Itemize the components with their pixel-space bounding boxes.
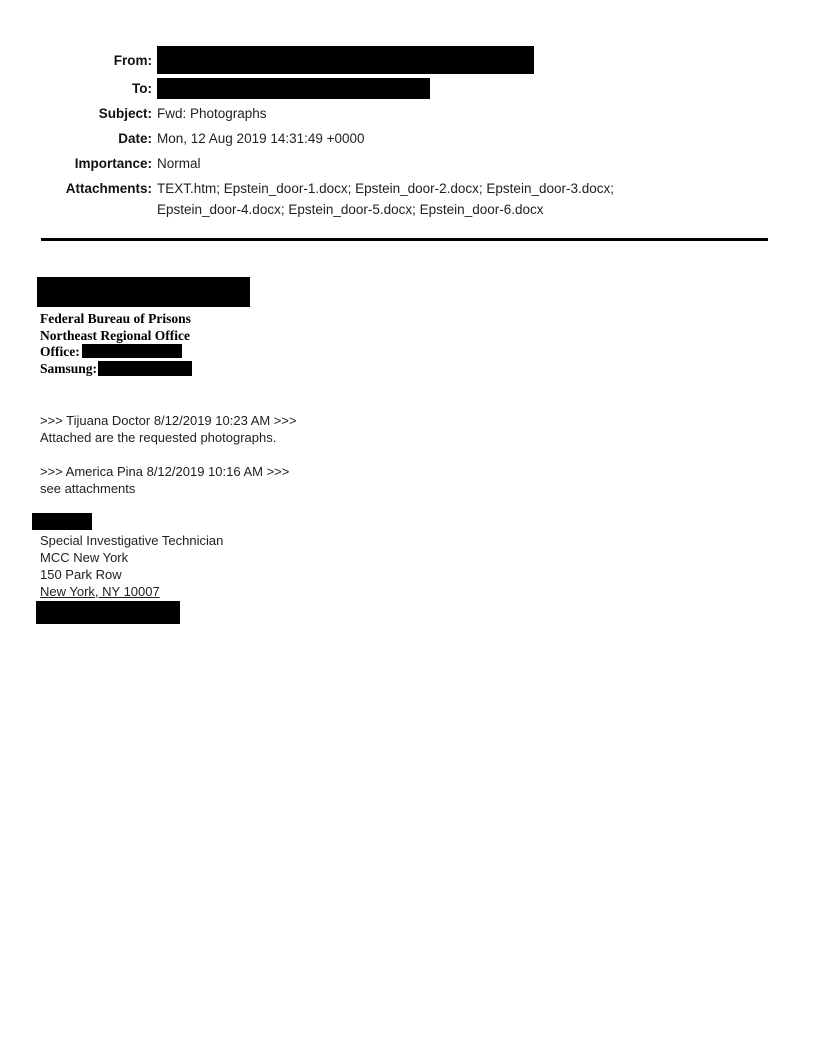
org-line-2: Northeast Regional Office — [40, 327, 190, 343]
org-line-1: Federal Bureau of Prisons — [40, 311, 191, 326]
header-row-date — [40, 128, 768, 149]
message-1-header: >>> Tijuana Doctor 8/12/2019 10:23 AM >>> — [40, 413, 297, 428]
message-2-header: >>> America Pina 8/12/2019 10:16 AM >>> — [40, 464, 290, 479]
redaction-bar-samsung — [98, 361, 192, 376]
message-2-text: see attachments — [40, 481, 136, 496]
redaction-bar-name — [32, 513, 92, 530]
signature-person-block — [40, 513, 768, 624]
email-body — [40, 277, 768, 624]
date-label: Date: — [118, 131, 152, 146]
redaction-bar-from — [157, 46, 534, 74]
header-divider-rule — [41, 238, 768, 241]
person-title: Special Investigative Technician — [40, 533, 224, 548]
subject-value: Fwd: Photographs — [157, 106, 267, 121]
attachments-label: Attachments: — [65, 181, 152, 196]
signature-org-block — [40, 311, 768, 377]
redaction-bar-office — [82, 344, 182, 358]
attachments-value: TEXT.htm; Epstein_door-1.docx; Epstein_door-2.docx; Epstein_door-3.docx; Epstein_door-4.docx; Epstein_door-5.docx; Epstein_door-6.docx — [157, 181, 614, 217]
office-label: Office: — [40, 344, 80, 359]
importance-value: Normal — [157, 156, 201, 171]
message-1-text: Attached are the requested photographs. — [40, 430, 277, 445]
email-header — [40, 46, 768, 224]
header-row-importance — [40, 153, 768, 174]
samsung-label: Samsung: — [40, 360, 98, 376]
importance-label: Importance: — [74, 156, 152, 171]
subject-label: Subject: — [98, 106, 152, 121]
redaction-block-sender — [37, 277, 250, 307]
person-address1: 150 Park Row — [40, 567, 122, 582]
date-value: Mon, 12 Aug 2019 14:31:49 +0000 — [157, 131, 365, 146]
from-label: From: — [113, 52, 152, 68]
to-label: To: — [132, 81, 152, 96]
org-samsung-line — [40, 361, 768, 378]
header-row-subject — [40, 103, 768, 124]
forwarded-message-1 — [40, 412, 768, 446]
person-org: MCC New York — [40, 550, 129, 565]
person-address2: New York, NY 10007 — [40, 584, 160, 599]
forwarded-message-2 — [40, 463, 768, 497]
header-row-to — [40, 78, 768, 99]
org-office-line — [40, 344, 768, 361]
redaction-bar-contact — [36, 601, 180, 624]
redaction-bar-to — [157, 78, 430, 99]
header-row-attachments — [40, 178, 768, 220]
header-row-from — [40, 46, 768, 74]
